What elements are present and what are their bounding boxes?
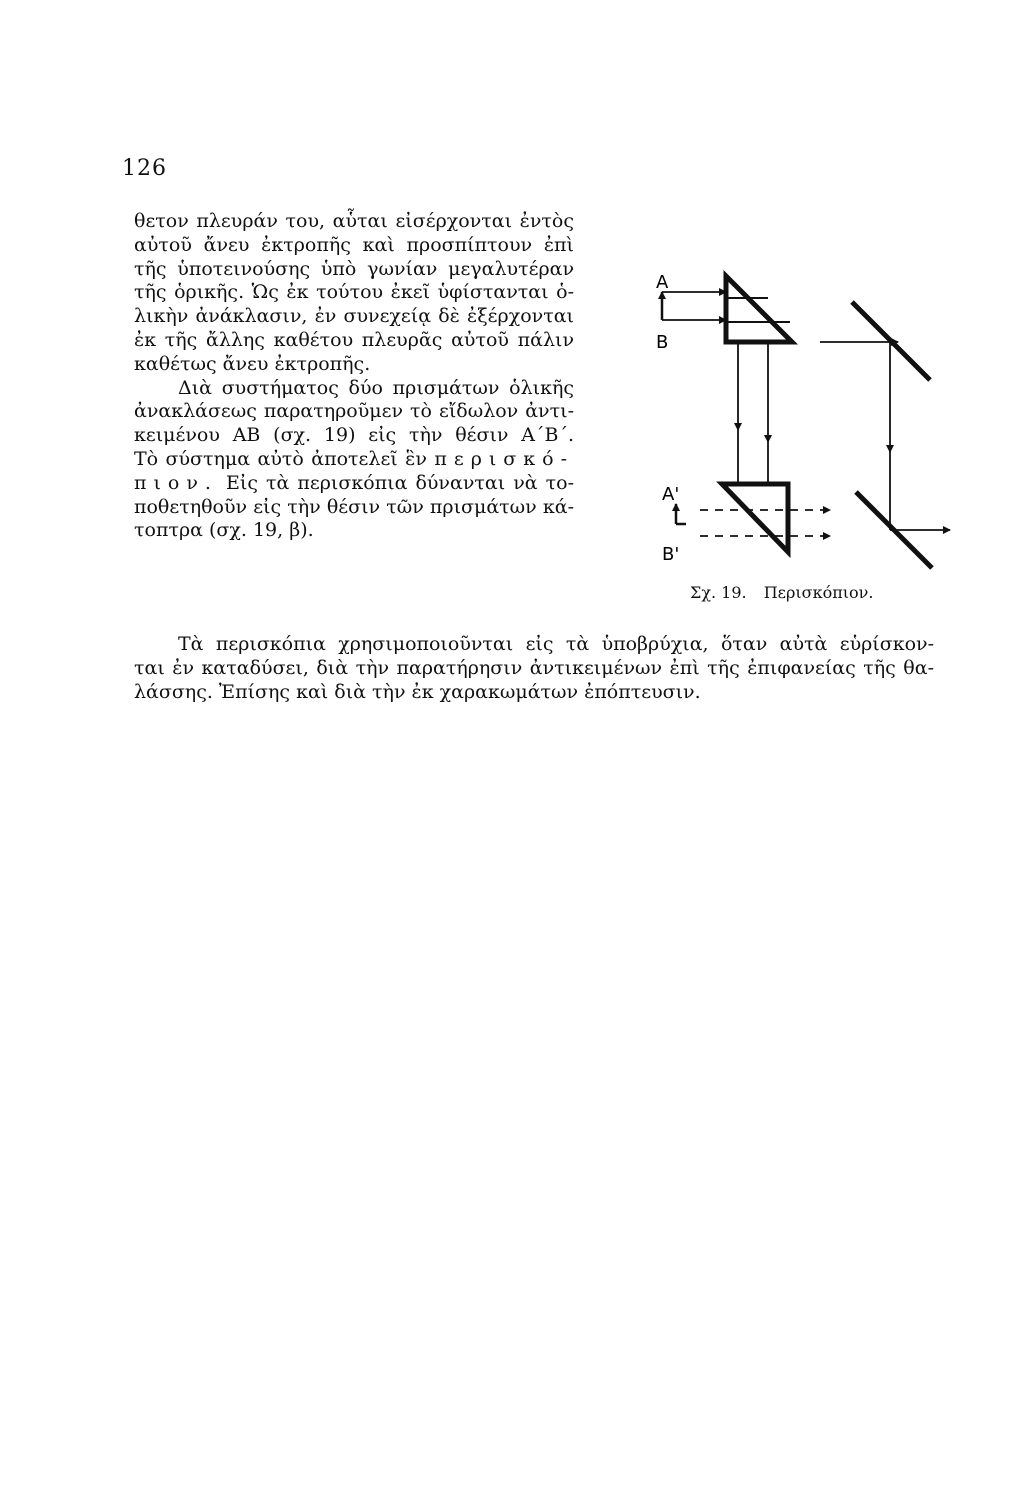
paragraph-2-line-1: Διὰ συστήματος δύο πρισμάτων ὁλικῆς	[178, 376, 574, 399]
page-number: 126	[122, 156, 167, 181]
paragraph-3-line-1: Τὰ περισκόπια χρησιμοποιοῦνται εἰς τὰ ὑποβρύχια, ὅταν αὐτὰ εὑρίσκον-	[178, 633, 934, 655]
label-a: A	[656, 272, 669, 293]
paragraph-3-line-2: ται ἐν καταδύσει, διὰ τὴν παρατήρησιν ἀντικειμένων ἐπὶ τῆς ἐπιφανείας τῆς θα-	[134, 656, 934, 679]
label-b: B	[656, 332, 669, 353]
label-a-prime: A'	[662, 484, 680, 505]
paragraph-2-line-5-text: Εἰς τὰ περισκόπια δύνανται νὰ το-	[226, 471, 574, 494]
paragraph-1-line-5: λικὴν ἀνάκλασιν, ἐν συνεχείᾳ δὲ ἐξέρχονται	[134, 305, 574, 328]
paragraph-2-line-4	[134, 448, 574, 472]
paragraph-2-line-3: κειμένου ΑΒ (σχ. 19) εἰς τὴν θέσιν Α΄Β΄.	[134, 424, 574, 447]
term-periskopion-part-1: περισκό-	[434, 447, 575, 470]
paragraph-2-line-4-text: Τὸ σύστημα αὐτὸ ἀποτελεῖ ἓν	[134, 447, 427, 470]
object-arrow-ab	[662, 292, 726, 320]
top-prism	[726, 276, 792, 342]
paragraph-1-line-6: ἐκ τῆς ἄλλης καθέτου πλευρᾶς αὐτοῦ πάλιν	[134, 328, 574, 351]
paragraph-2-line-6: ποθετηθοῦν εἰς τὴν θέσιν τῶν πρισμάτων κά-	[134, 495, 574, 518]
paragraph-1-line-1: θετον πλευράν του, αὗται εἰσέρχονται ἐντὸς	[134, 210, 574, 232]
mirror-periscope	[820, 302, 950, 568]
figure-caption	[690, 583, 873, 602]
bottom-prism	[722, 484, 788, 552]
term-periskopion-part-2: πιον.	[134, 471, 218, 494]
paragraph-1-line-2: αὐτοῦ ἄνευ ἐκτροπῆς καὶ προσπίπτουν ἐπὶ	[134, 233, 574, 256]
figure-caption-title: Περισκόπιον.	[763, 583, 874, 602]
paragraph-1-line-4: τῆς ὁρικῆς. Ὡς ἐκ τούτου ἐκεῖ ὑφίστανται ὁ-	[134, 281, 574, 304]
label-b-prime: B'	[662, 544, 680, 565]
paragraph-2-line-7: τοπτρα (σχ. 19, β).	[134, 519, 314, 542]
image-arrow-ab-prime	[676, 504, 830, 536]
body-text-column	[134, 210, 574, 543]
vertical-rays	[738, 342, 768, 484]
periscope-diagram	[640, 262, 960, 572]
paragraph-3-line-3: λάσσης. Ἐπίσης καὶ διὰ τὴν ἐκ χαρακωμάτων ἐπόπτευσιν.	[134, 680, 701, 703]
paragraph-1-line-7: καθέτως ἄνευ ἐκτροπῆς.	[134, 352, 371, 375]
paragraph-2-line-2: ἀνακλάσεως παρατηροῦμεν τὸ εἴδωλον ἀντι-	[134, 400, 574, 423]
paragraph-1-line-3: τῆς ὑποτεινούσης ὑπὸ γωνίαν μεγαλυτέραν	[134, 257, 574, 280]
paragraph-3	[134, 633, 934, 704]
paragraph-2-line-5	[134, 472, 574, 496]
figure-caption-ref: Σχ. 19.	[690, 583, 747, 602]
periscope-figure	[640, 262, 960, 572]
